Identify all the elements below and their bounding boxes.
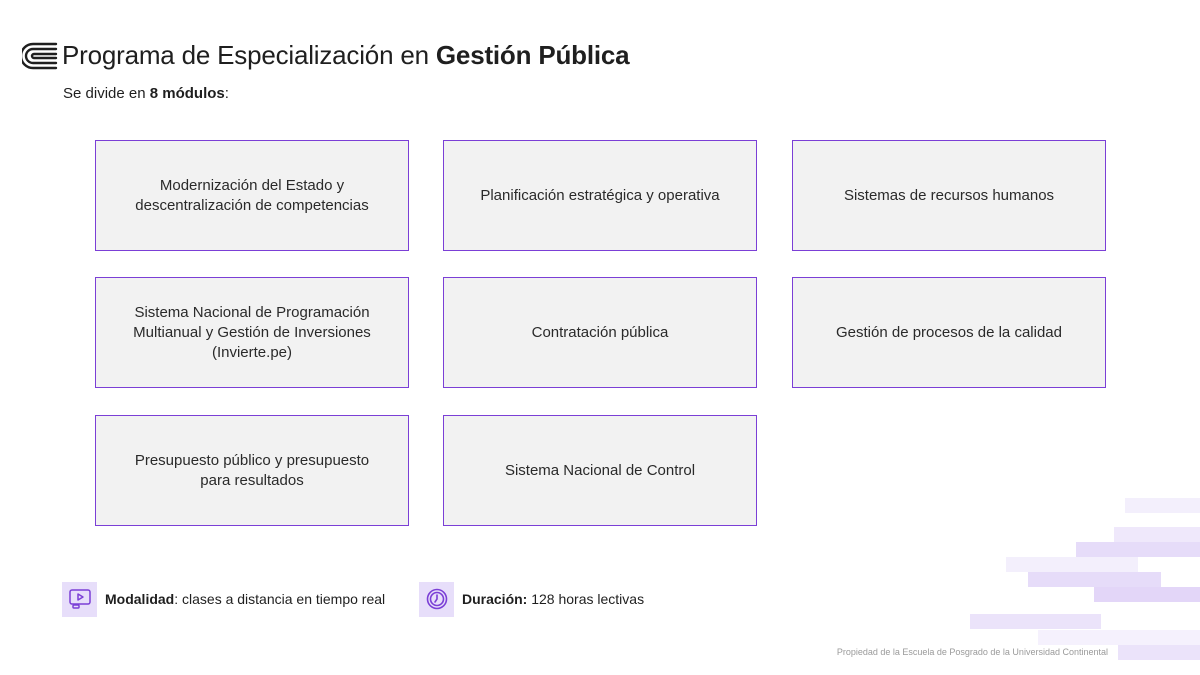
modules-intro [63, 84, 229, 104]
duration-text [462, 590, 644, 608]
module-card: Presupuesto público y presupuesto para resultados [95, 415, 409, 526]
duration-value: 128 horas lectivas [527, 591, 645, 607]
title-bold: Gestión Pública [435, 40, 630, 70]
module-card: Sistemas de recursos humanos [792, 140, 1106, 251]
duration-label: Duración: [462, 591, 528, 607]
module-card: Planificación estratégica y operativa [443, 140, 757, 251]
module-card: Gestión de procesos de la calidad [792, 277, 1106, 388]
subtitle-pre: Se divide en [63, 85, 150, 102]
subtitle-count: 8 módulos [149, 85, 225, 102]
video-class-icon [62, 582, 97, 617]
module-card: Contratación pública [443, 277, 757, 388]
modality-value: : clases a distancia en tiempo real [174, 591, 386, 607]
modality-label: Modalidad [105, 591, 175, 607]
clock-icon [419, 582, 454, 617]
module-card: Modernización del Estado y descentralización de competencias [95, 140, 409, 251]
module-card: Sistema Nacional de Control [443, 415, 757, 526]
modality-info [62, 581, 385, 617]
subtitle-post: : [224, 85, 229, 102]
page-title [62, 38, 629, 72]
footer-copyright: Propiedad de la Escuela de Posgrado de la Universidad Continental [836, 647, 1108, 657]
title-regular: Programa de Especialización en [62, 40, 436, 70]
duration-info [419, 581, 644, 617]
modality-text [105, 590, 385, 608]
brand-logo-icon [22, 42, 58, 70]
module-card: Sistema Nacional de Programación Multianual y Gestión de Inversiones (Invierte.pe) [95, 277, 409, 388]
